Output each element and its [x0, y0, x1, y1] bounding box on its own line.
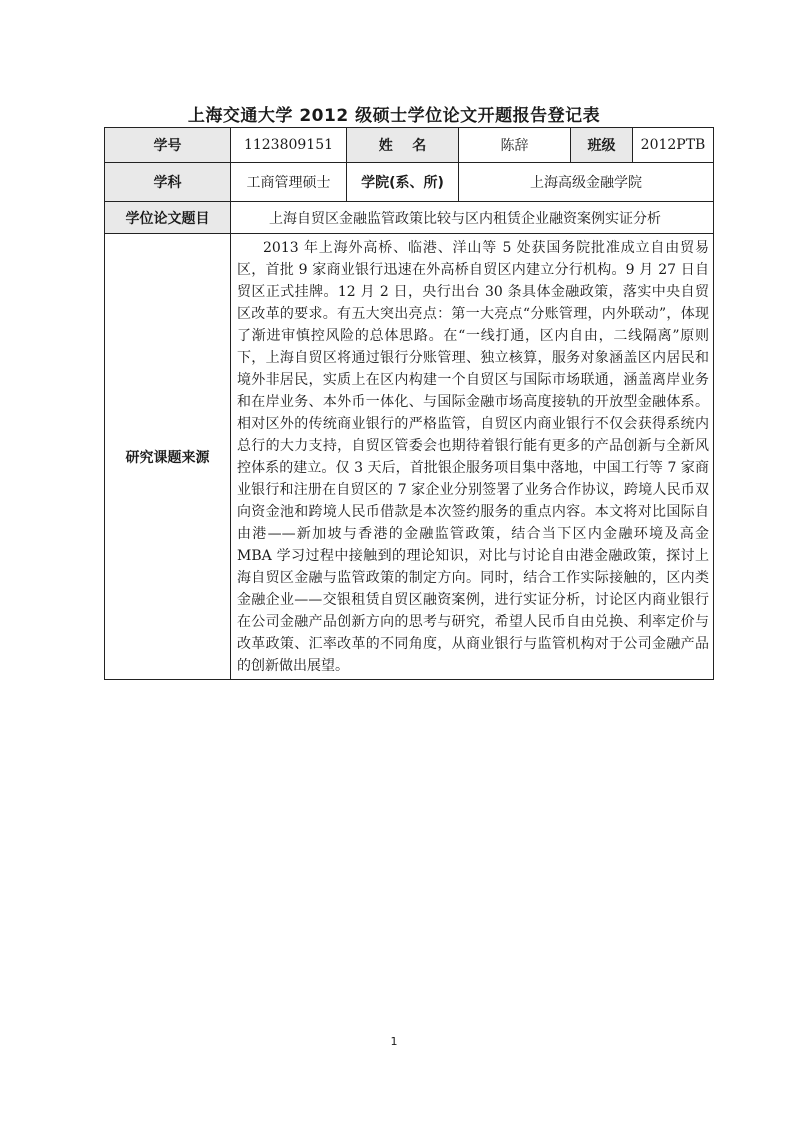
- thesis-title-label: 学位论文题目: [105, 202, 231, 234]
- subject-value: 工商管理硕士: [231, 163, 347, 202]
- class-value: 2012PTB: [633, 128, 714, 163]
- school-label: 学院(系、所): [347, 163, 459, 202]
- page-number: 1: [390, 1035, 398, 1048]
- name-value: 陈辞: [459, 128, 571, 163]
- form-row-id: [105, 128, 714, 163]
- thesis-title-value: 上海自贸区金融监管政策比较与区内租赁企业融资案例实证分析: [231, 202, 714, 234]
- source-paragraph: 2013 年上海外高桥、临港、洋山等 5 处获国务院批准成立自由贸易区，首批 9 家商业银行迅速在外高桥自贸区内建立分行机构。9 月 27 日自贸区正式挂牌。12 月 2 日，央行出台 30 条具体金融政策，落实中央自贸区改革的要求。有五大突出亮点：第一大亮点“分账管理，内外联动”，体现了渐进审慎控风险的总体思路。在“一线打通，区内自由，二线隔离”原则下，上海自贸区将通过银行分账管理、独立核算，服务对象涵盖区内居民和境外非居民，实质上在区内构建一个自贸区与国际市场联通，涵盖离岸业务和在岸业务、本外币一体化、与国际金融市场高度接轨的开放型金融体系。相对区外的传统商业银行的严格监管，自贸区内商业银行不仅会获得系统内总行的大力支持，自贸区管委会也期待着银行能有更多的产品创新与全新风控体系的建立。仅 3 天后，首批银企服务项目集中落地，中国工行等 7 家商业银行和注册在自贸区的 7 家企业分别签署了业务合作协议，跨境人民币双向资金池和跨境人民币借款是本次签约服务的重点内容。本文将对比国际自由港——新加坡与香港的金融监管政策，结合当下区内金融环境及高金 MBA 学习过程中接触到的理论知识，对比与讨论自由港金融政策，探讨上海自贸区金融与监管政策的制定方向。同时，结合工作实际接触的，区内类金融企业——交银租赁自贸区融资案例，进行实证分析，讨论区内商业银行在公司金融产品创新方向的思考与研究，希望人民币自由兑换、利率定价与改革政策、汇率改革的不同角度，从商业银行与监管机构对于公司金融产品的创新做出展望。: [237, 240, 709, 674]
- student-id-label: 学号: [105, 128, 231, 163]
- form-row-subject: [105, 163, 714, 202]
- page-title: 上海交通大学 2012 级硕士学位论文开题报告登记表: [187, 106, 601, 126]
- subject-label: 学科: [105, 163, 231, 202]
- school-value: 上海高级金融学院: [459, 163, 714, 202]
- registration-form-table: [104, 127, 714, 680]
- source-text-cell: [231, 234, 714, 680]
- source-label: 研究课题来源: [105, 234, 231, 680]
- student-id-value: 1123809151: [231, 128, 347, 163]
- name-label: 姓 名: [347, 128, 459, 163]
- form-row-thesis-title: [105, 202, 714, 234]
- class-label: 班级: [571, 128, 633, 163]
- form-row-source: [105, 234, 714, 680]
